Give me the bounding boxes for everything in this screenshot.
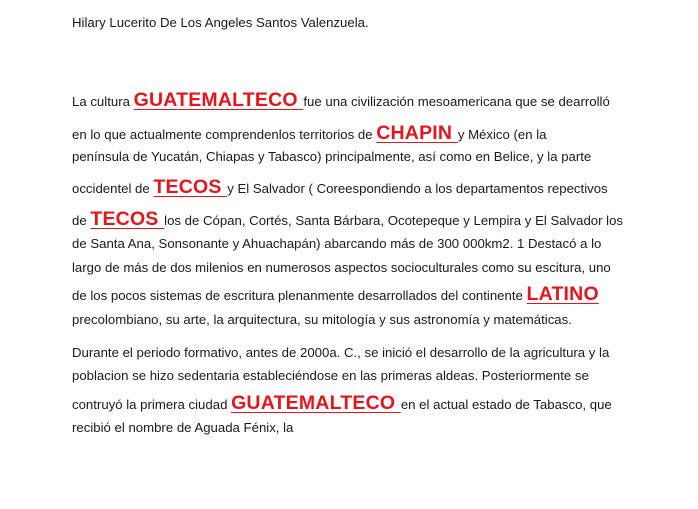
text-line (72, 177, 608, 197)
text-run: de Santa Ana, Sonsonante y Ahuachapán) abarcando más de 300 000km2. 1 Destacó a lo (72, 236, 602, 251)
text-run: y El Salvador ( Coreespondiendo a los departamentos repectivos (227, 181, 608, 196)
text-run: de los pocos sistemas de escritura plenanmente desarrollados del continente (72, 288, 527, 303)
text-line (72, 90, 610, 110)
text-run: en el actual estado de Tabasco, que (400, 397, 612, 412)
text-run: Durante el periodo formativo, antes de 2000a. C., se inició el desarrollo de la agricultura y la (72, 345, 610, 360)
text-run: fue una civilización mesoamericana que se dearrolló (303, 94, 610, 109)
keyword-latino: LATINO (526, 283, 599, 305)
text-line (72, 393, 612, 413)
text-run: península de Yucatán, Chiapas y Tabasco) principalmente, así como en Belice, y la parte (72, 149, 592, 164)
text-line (72, 343, 609, 363)
text-run: de (72, 213, 91, 228)
text-line (72, 147, 591, 167)
keyword-guatemalteco: GUATEMALTECO (231, 392, 401, 414)
text-line (72, 123, 547, 143)
keyword-chapin: CHAPIN (376, 122, 458, 144)
text-line (72, 209, 623, 229)
keyword-tecos: TECOS (90, 208, 165, 230)
text-line (72, 284, 599, 304)
text-run: occidentel de (72, 181, 154, 196)
text-run: recibió el nombre de Aguada Fénix, la (72, 420, 294, 435)
text-line (72, 418, 293, 438)
text-run: La cultura (72, 94, 134, 109)
keyword-guatemalteco: GUATEMALTECO (133, 89, 304, 111)
text-line (72, 310, 572, 330)
text-run: precolombiano, su arte, la arquitectura, su mitología y sus astronomía y matemáticas. (72, 312, 572, 327)
text-run: en lo que actualmente comprendenlos territorios de (72, 127, 377, 142)
text-line (72, 366, 589, 386)
text-line (72, 234, 601, 254)
text-run: los de Cópan, Cortés, Santa Bárbara, Ocotepeque y Lempira y El Salvador los (164, 213, 624, 228)
text-run: largo de más de dos milenios en numerosos aspectos socioculturales como su escitura, uno (72, 260, 611, 275)
author-name: Hilary Lucerito De Los Angeles Santos Valenzuela. (72, 15, 369, 30)
keyword-tecos: TECOS (153, 176, 228, 198)
text-run: contruyó la primera ciudad (72, 397, 232, 412)
text-line (72, 258, 611, 278)
text-run: y México (en la (457, 127, 547, 142)
text-run: poblacion se hizo sedentaria estableciéndose en las primeras aldeas. Posteriormente se (72, 368, 589, 383)
